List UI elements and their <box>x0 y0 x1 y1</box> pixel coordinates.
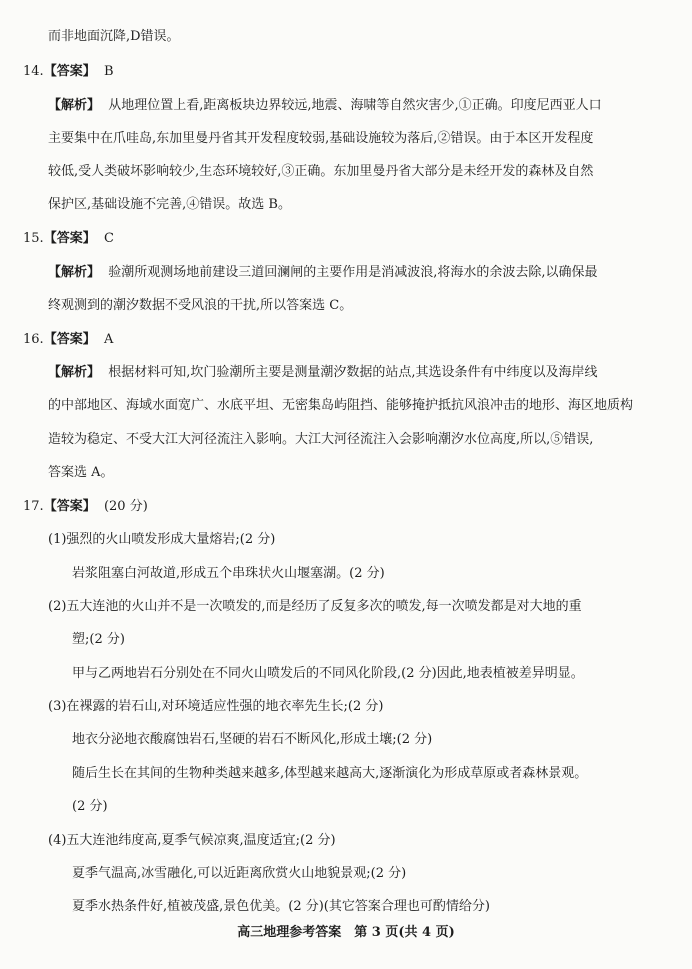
q17-line-4: 塑;(2 分) <box>72 632 125 647</box>
q17-line-3: (2)五大连池的火山并不是一次喷发的,而是经历了反复多次的喷发,每一次喷发都是对大地的重 <box>48 599 582 614</box>
q16-answer-tag: 【答案】 <box>43 332 96 347</box>
q17-line-1: (1)强烈的火山喷发形成大量熔岩;(2 分) <box>48 532 276 547</box>
q17-line-5: 甲与乙两地岩石分别处在不同火山喷发后的不同风化阶段,(2 分)因此,地表植被差异明显。 <box>72 666 584 681</box>
q17-line-7: 地衣分泌地衣酸腐蚀岩石,坚硬的岩石不断风化,形成土壤;(2 分) <box>72 732 433 747</box>
q14-explain-line-3: 较低,受人类破坏影响较少,生态环境较好,③正确。东加里曼丹省大部分是未经开发的森林及自然 <box>48 164 594 179</box>
q16-explain-line-1: 【解析】 根据材料可知,坎门验潮所主要是测量潮汐数据的站点,其选设条件有中纬度以及海岸线 <box>48 365 598 380</box>
q17-answer-tag: 【答案】 <box>43 499 96 514</box>
continuation-line: 而非地面沉降,D错误。 <box>48 29 180 44</box>
q14-explain-line-1: 【解析】 从地理位置上看,距离板块边界较远,地震、海啸等自然灾害少,①正确。印度尼西亚人口 <box>48 98 602 113</box>
q16-explain-line-3: 造较为稳定、不受大江大河径流注入影响。大江大河径流注入会影响潮汐水位高度,所以,⑤错误, <box>48 432 594 447</box>
q15-answer-line <box>23 229 114 249</box>
q17-number: 17. <box>23 499 44 514</box>
q16-number: 16. <box>23 332 44 347</box>
q15-explain-line-2: 终观测到的潮汐数据不受风浪的干扰,所以答案选 C。 <box>48 298 353 313</box>
q14-number: 14. <box>23 64 44 79</box>
page-footer: 高三地理参考答案 第 3 页(共 4 页) <box>237 925 455 940</box>
q17-answer-line <box>23 497 148 517</box>
q16-explain-line-4: 答案选 A。 <box>48 465 114 480</box>
q17-score: (20 分) <box>103 499 148 514</box>
q16-answer-line <box>23 330 113 350</box>
q16-answer: A <box>103 332 114 347</box>
q17-line-9: (2 分) <box>72 799 108 814</box>
q14-explain-tag: 【解析】 <box>48 98 101 113</box>
q17-line-8: 随后生长在其间的生物种类越来越多,体型越来越高大,逐渐演化为形成草原或者森林景观。 <box>72 766 588 781</box>
q17-line-11: 夏季气温高,冰雪融化,可以近距离欣赏火山地貌景观;(2 分) <box>72 866 407 881</box>
q14-explain-line-2: 主要集中在爪哇岛,东加里曼丹省其开发程度较弱,基础设施较为落后,②错误。由于本区开发程度 <box>48 131 594 146</box>
q17-line-2: 岩浆阻塞白河故道,形成五个串珠状火山堰塞湖。(2 分) <box>72 566 385 581</box>
q14-answer-line <box>23 62 114 82</box>
q15-answer-tag: 【答案】 <box>43 231 96 246</box>
q14-explain-line-4: 保护区,基础设施不完善,④错误。故选 B。 <box>48 197 291 212</box>
q17-line-10: (4)五大连池纬度高,夏季气候凉爽,温度适宜;(2 分) <box>48 833 336 848</box>
q16-explain-tag: 【解析】 <box>48 365 101 380</box>
q15-answer: C <box>103 231 114 246</box>
q15-number: 15. <box>23 231 44 246</box>
q15-explain-line-1: 【解析】 验潮所观测场地前建设三道回澜闸的主要作用是消减波浪,将海水的余波去除,以确保最 <box>48 265 598 280</box>
q14-answer-tag: 【答案】 <box>43 64 96 79</box>
q16-explain-line-2: 的中部地区、海域水面宽广、水底平坦、无密集岛屿阻挡、能够掩护抵抗风浪冲击的地形、海区地质构 <box>48 398 634 413</box>
q17-line-6: (3)在裸露的岩石山,对环境适应性强的地衣率先生长;(2 分) <box>48 699 384 714</box>
q14-answer: B <box>103 64 114 79</box>
q17-line-12: 夏季水热条件好,植被茂盛,景色优美。(2 分)(其它答案合理也可酌情给分) <box>72 899 490 914</box>
q15-explain-tag: 【解析】 <box>48 265 101 280</box>
